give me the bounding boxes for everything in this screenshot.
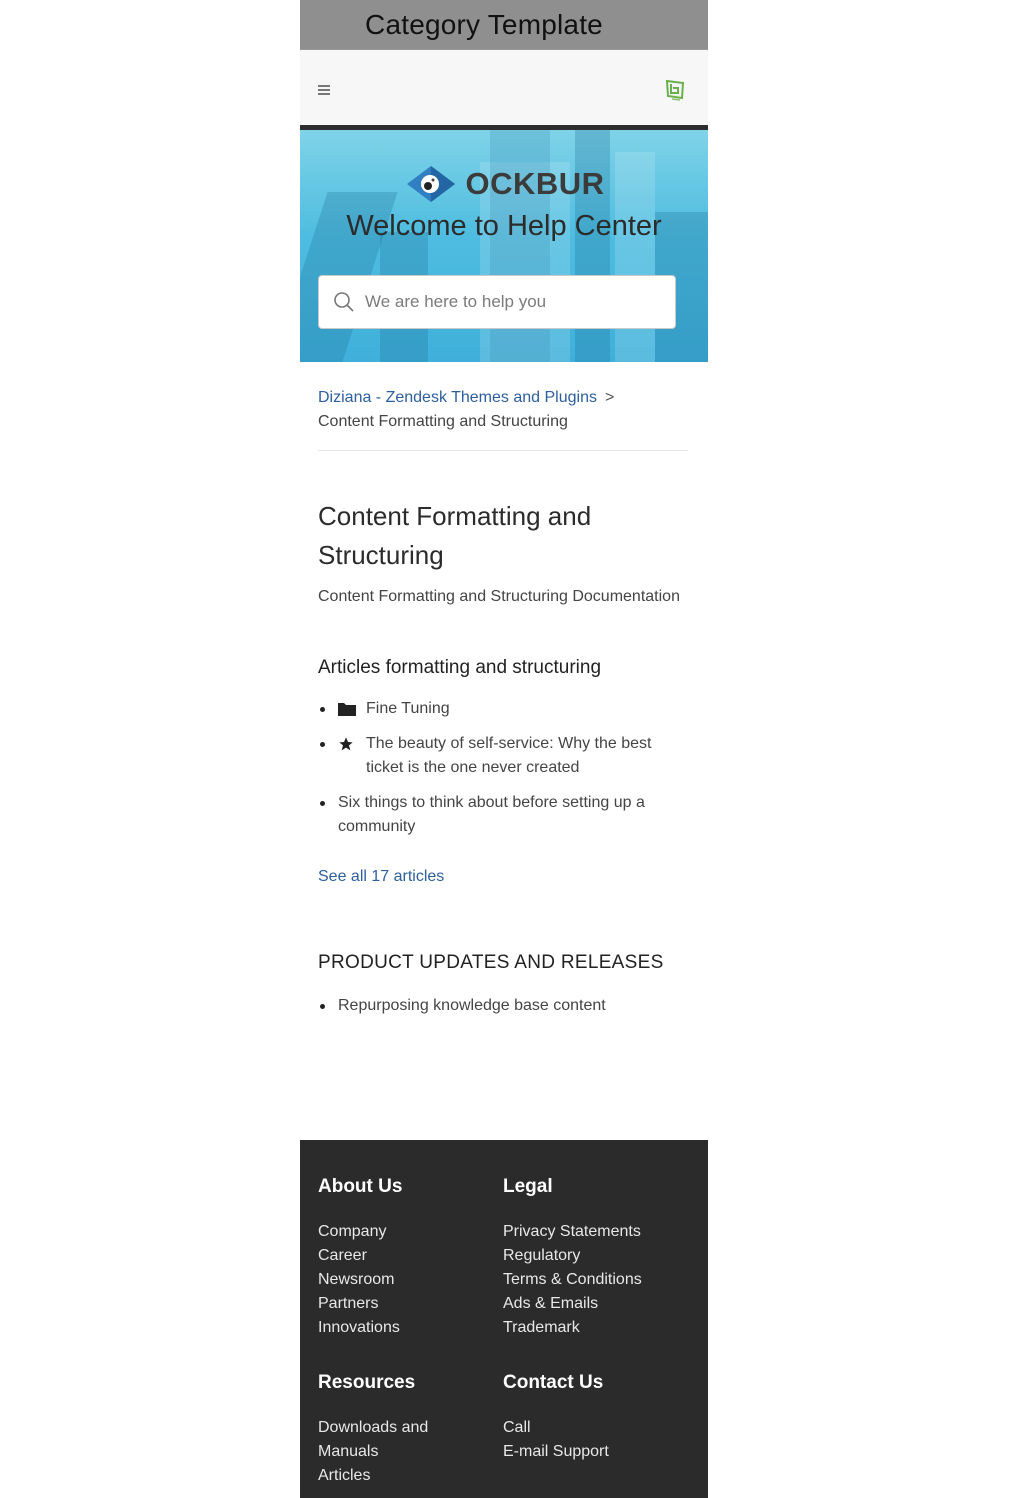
article-list xyxy=(318,697,688,839)
brand-logo-icon[interactable] xyxy=(664,78,686,102)
phone-frame xyxy=(300,0,708,1498)
footer-link[interactable]: Call xyxy=(503,1419,531,1436)
category-description: Content Formatting and Structuring Documentation xyxy=(318,588,680,605)
article-link[interactable]: Fine Tuning xyxy=(366,700,450,717)
logo-text: OCKBUR xyxy=(465,166,605,201)
footer-column-contact xyxy=(503,1372,688,1488)
list-item[interactable] xyxy=(318,994,688,1018)
divider xyxy=(318,450,688,451)
list-item[interactable] xyxy=(318,697,688,721)
footer-column-resources xyxy=(318,1372,448,1488)
footer-column-about xyxy=(318,1176,503,1340)
footer-link[interactable]: Privacy Statements xyxy=(503,1223,641,1240)
hero-banner xyxy=(300,130,708,362)
star-icon xyxy=(338,732,358,756)
footer-link[interactable]: Terms & Conditions xyxy=(503,1271,642,1288)
footer-link[interactable]: Trademark xyxy=(503,1319,580,1336)
article-link[interactable]: Repurposing knowledge base content xyxy=(338,997,606,1014)
section-title[interactable]: Articles formatting and structuring xyxy=(318,657,602,678)
see-all-articles-link[interactable]: See all 17 articles xyxy=(318,868,445,885)
footer-heading: Legal xyxy=(503,1176,553,1197)
footer-heading: Contact Us xyxy=(503,1372,604,1393)
category-title: Content Formatting and Structuring xyxy=(318,501,592,570)
hamburger-icon[interactable] xyxy=(318,85,330,95)
window-title-bar xyxy=(300,0,708,50)
main-content xyxy=(300,386,708,1018)
footer-column-legal xyxy=(503,1176,688,1340)
footer-link[interactable]: Ads & Emails xyxy=(503,1295,599,1312)
article-list xyxy=(318,994,688,1018)
breadcrumb-separator: > xyxy=(604,389,615,406)
search-icon xyxy=(333,291,355,313)
footer-link[interactable]: E-mail Support xyxy=(503,1443,609,1460)
hero-title: Welcome to Help Center xyxy=(346,210,662,242)
footer-link[interactable]: Newsroom xyxy=(318,1271,395,1288)
footer-heading: Resources xyxy=(318,1372,416,1393)
search-box[interactable] xyxy=(318,275,676,329)
footer-link[interactable]: Innovations xyxy=(318,1319,400,1336)
footer-link[interactable]: Regulatory xyxy=(503,1247,581,1264)
breadcrumb xyxy=(318,386,688,434)
article-link[interactable]: Six things to think about before setting up a community xyxy=(338,794,645,835)
footer-link[interactable]: Company xyxy=(318,1223,387,1240)
list-item[interactable] xyxy=(318,732,688,780)
breadcrumb-current: Content Formatting and Structuring xyxy=(318,413,568,430)
top-nav xyxy=(300,50,708,130)
footer-link[interactable]: Partners xyxy=(318,1295,379,1312)
footer-heading: About Us xyxy=(318,1176,403,1197)
footer-link[interactable]: Downloads and Manuals xyxy=(318,1419,429,1460)
footer xyxy=(300,1140,708,1498)
list-item[interactable] xyxy=(318,791,688,839)
brand-logo xyxy=(300,130,708,206)
search-input[interactable] xyxy=(365,292,665,312)
article-link[interactable]: The beauty of self-service: Why the best ticket is the one never created xyxy=(366,735,652,776)
ockbur-logo-icon xyxy=(403,164,459,204)
breadcrumb-link-home[interactable]: Diziana - Zendesk Themes and Plugins xyxy=(318,389,597,406)
footer-link[interactable]: Articles xyxy=(318,1467,371,1484)
window-title: Category Template xyxy=(365,8,603,40)
folder-icon xyxy=(338,697,358,721)
section-title[interactable]: PRODUCT UPDATES AND RELEASES xyxy=(318,952,664,973)
footer-link[interactable]: Career xyxy=(318,1247,367,1264)
